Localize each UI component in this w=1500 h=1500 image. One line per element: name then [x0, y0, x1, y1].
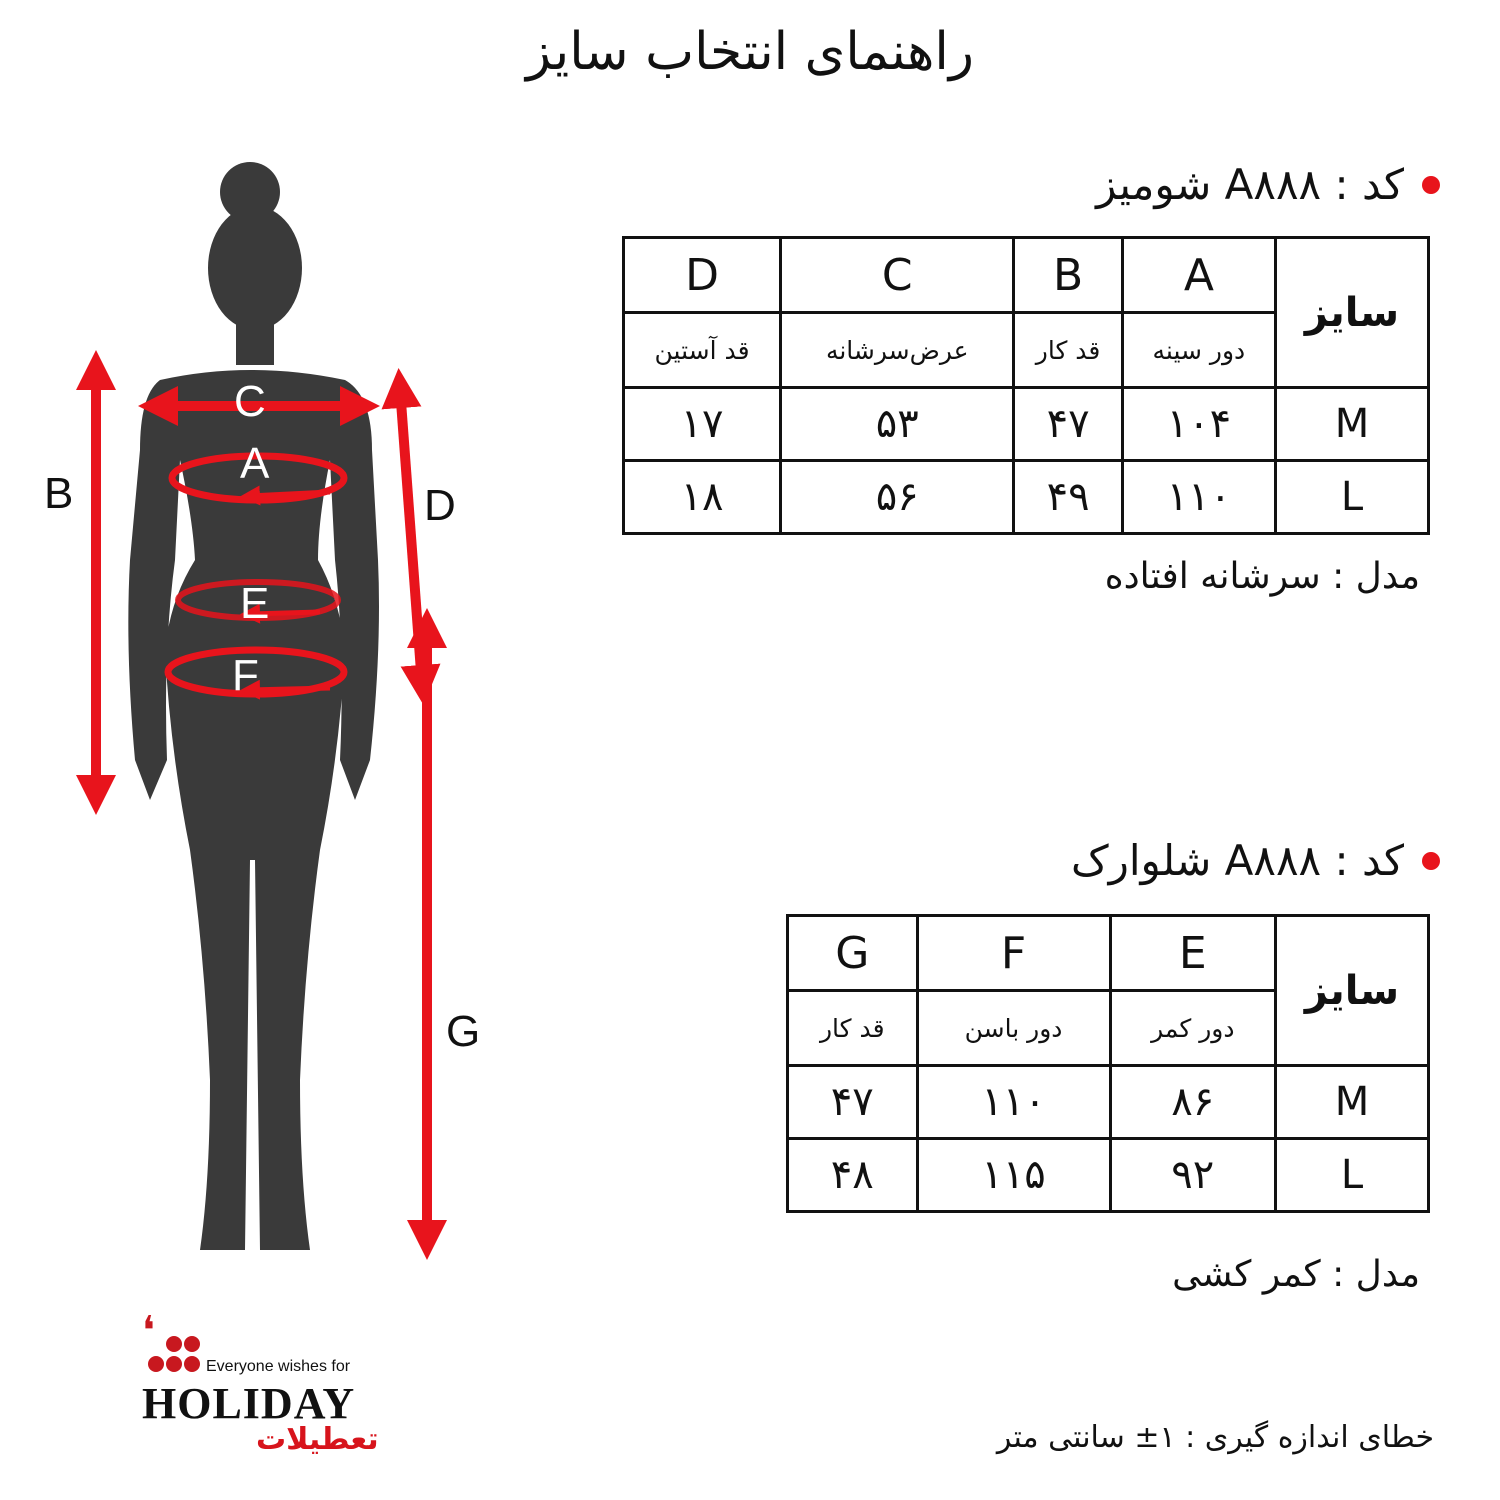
page-title: راهنمای انتخاب سایز: [526, 22, 974, 82]
size-cell: M: [1276, 1066, 1429, 1139]
column-label: دور باسن: [917, 991, 1110, 1066]
column-label: دور کمر: [1110, 991, 1275, 1066]
logo-dot-icon: [148, 1356, 164, 1372]
column-letter: D: [624, 238, 781, 313]
value-cell: ۴۸: [788, 1139, 918, 1212]
value-cell: ۱۱۵: [917, 1139, 1110, 1212]
column-letter: A: [1122, 238, 1275, 313]
table-row: [788, 1066, 1429, 1139]
shorts-section-title: [740, 836, 1440, 885]
label-f: F: [232, 651, 259, 700]
label-a: A: [240, 439, 270, 488]
logo-dot-icon: [166, 1336, 182, 1352]
column-letter: B: [1014, 238, 1122, 313]
bullet-dot-icon: [1422, 852, 1440, 870]
column-letter: E: [1110, 916, 1275, 991]
label-g: G: [446, 1007, 481, 1056]
column-label: قد آستین: [624, 313, 781, 388]
value-cell: ۴۷: [788, 1066, 918, 1139]
column-label: عرض‌سرشانه: [781, 313, 1014, 388]
size-cell: M: [1276, 388, 1429, 461]
value-cell: ۴۷: [1014, 388, 1122, 461]
label-c: C: [234, 377, 266, 426]
logo-brand-fa: تعطیلات: [256, 1422, 379, 1457]
shorts-size-table: [786, 914, 1430, 1213]
value-cell: ۱۱۰: [917, 1066, 1110, 1139]
value-cell: ۵۳: [781, 388, 1014, 461]
value-cell: ۸۶: [1110, 1066, 1275, 1139]
sleeve-length-arrow: [400, 388, 422, 685]
logo-dot-icon: [184, 1336, 200, 1352]
shirt-title: کد : A۸۸۸ شومیز: [1096, 160, 1404, 209]
measurement-error-note: خطای اندازه گیری : ۱± سانتی متر: [996, 1420, 1434, 1455]
value-cell: ۱۱۰: [1122, 461, 1275, 534]
hip-arrow: [250, 688, 330, 690]
value-cell: ۵۶: [781, 461, 1014, 534]
table-row: [788, 1139, 1429, 1212]
shorts-model-note: مدل : کمر کشی: [1172, 1254, 1420, 1295]
table-row: [624, 461, 1429, 534]
shirt-model-note: مدل : سرشانه افتاده: [1104, 556, 1420, 597]
size-cell: L: [1276, 1139, 1429, 1212]
size-header: سایز: [1276, 916, 1429, 1066]
column-label: دور سینه: [1122, 313, 1275, 388]
column-label: قد کار: [1014, 313, 1122, 388]
size-cell: L: [1276, 461, 1429, 534]
label-d: D: [424, 481, 456, 530]
column-letter: C: [781, 238, 1014, 313]
value-cell: ۹۲: [1110, 1139, 1275, 1212]
shirt-size-table: [622, 236, 1430, 535]
value-cell: ۱۸: [624, 461, 781, 534]
shorts-title: کد : A۸۸۸ شلوارک: [1070, 836, 1404, 885]
body-silhouette: [128, 162, 379, 1250]
column-label: قد کار: [788, 991, 918, 1066]
body-measurement-figure: [0, 150, 600, 1270]
label-b: B: [44, 469, 74, 518]
quote-mark-icon: ❛: [142, 1308, 155, 1354]
column-letter: F: [917, 916, 1110, 991]
value-cell: ۱۰۴: [1122, 388, 1275, 461]
logo-brand: HOLIDAY: [142, 1379, 356, 1428]
label-e: E: [240, 579, 270, 628]
holiday-logo: [140, 1308, 380, 1462]
value-cell: ۴۹: [1014, 461, 1122, 534]
bullet-dot-icon: [1422, 176, 1440, 194]
value-cell: ۱۷: [624, 388, 781, 461]
logo-dot-icon: [184, 1356, 200, 1372]
column-letter: G: [788, 916, 918, 991]
logo-dot-icon: [166, 1356, 182, 1372]
size-header: سایز: [1276, 238, 1429, 388]
logo-slogan: Everyone wishes for: [206, 1358, 351, 1375]
shirt-section-title: [740, 160, 1440, 209]
table-row: [624, 388, 1429, 461]
